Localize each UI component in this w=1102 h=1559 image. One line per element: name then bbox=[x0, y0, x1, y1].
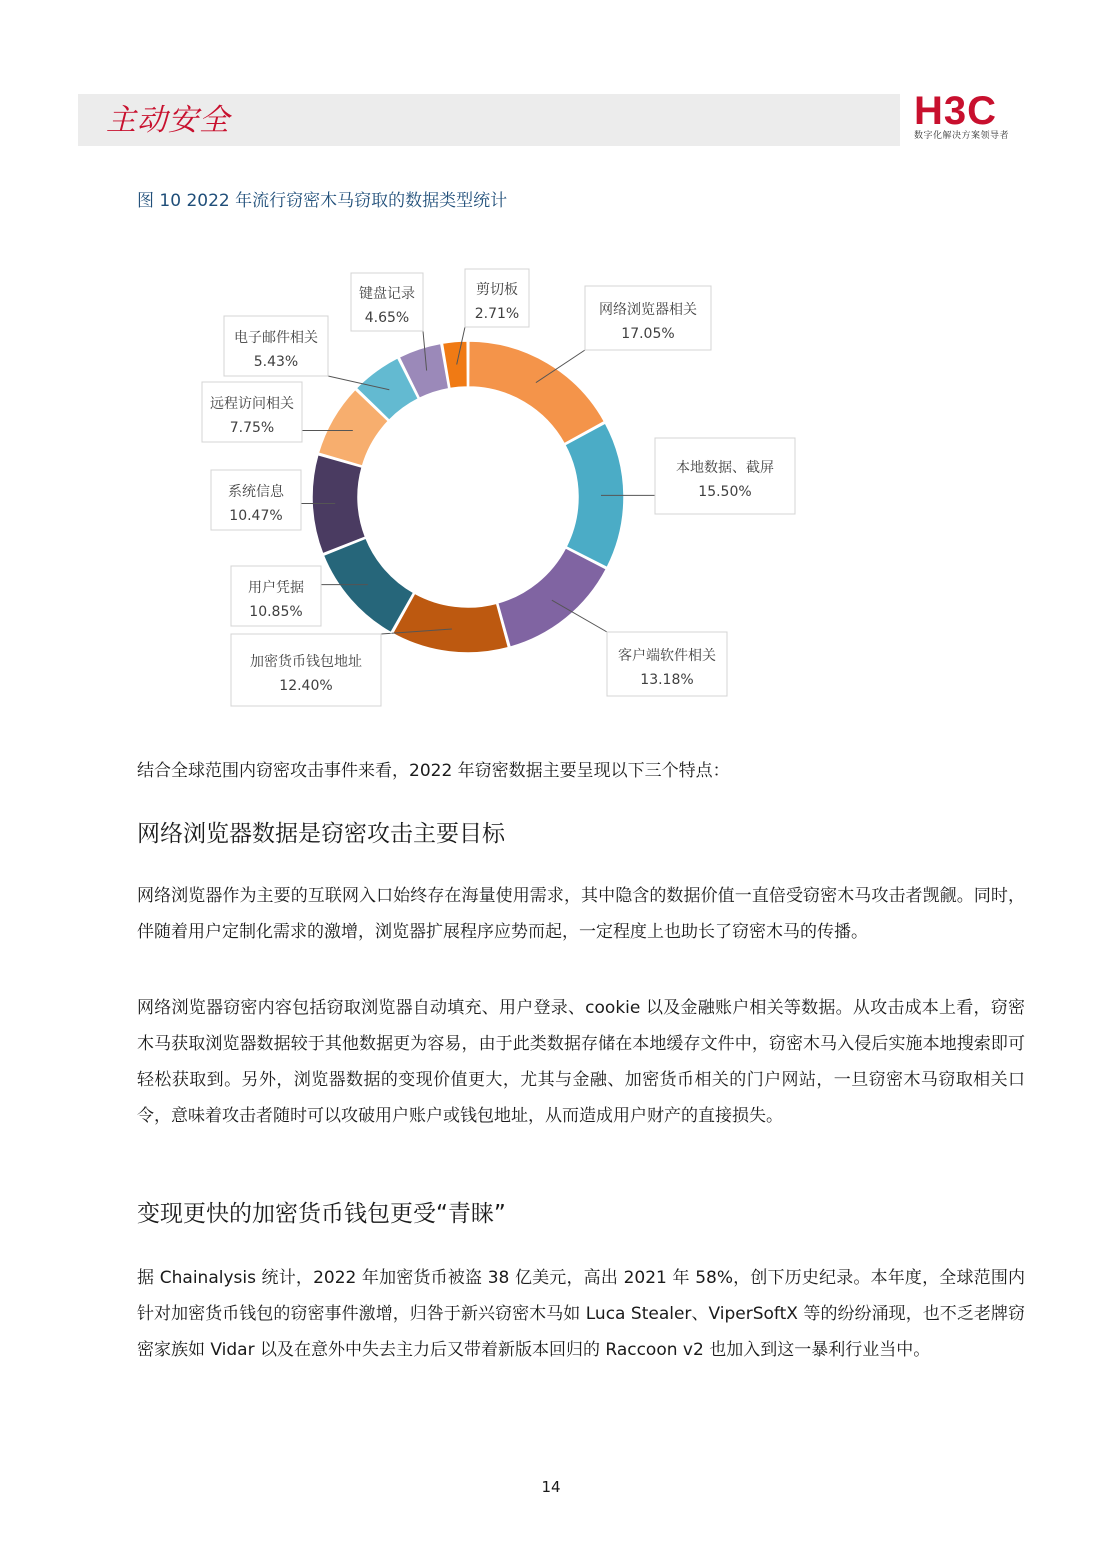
value-label: 2.71% bbox=[474, 306, 520, 322]
donut-chart bbox=[0, 240, 1102, 720]
figure-caption: 图 10 2022 年流行窃密木马窃取的数据类型统计 bbox=[137, 191, 508, 211]
section1-paragraph-2: 网络浏览器窃密内容包括窃取浏览器自动填充、用户登录、cookie 以及金融账户相关等数据。从攻击成本上看，窃密木马获取浏览器数据较于其他数据更为容易，由于此类数据存储在本地缓存文件中，窃密木马入侵后实施本地搜索即可轻松获取到。另外，浏览器数据的变现价值更大，尤其与金融、加密货币相关的门户网站，一旦窃密木马窃取相关口令，意味着攻击者随时可以攻破用户账户或钱包地址，从而造成用户财产的直接损失。 bbox=[137, 998, 1025, 1126]
category-label: 网络浏览器相关 bbox=[599, 302, 697, 318]
logo-mark: H3C bbox=[914, 89, 998, 133]
value-label: 15.50% bbox=[698, 484, 752, 500]
h3c-logo bbox=[914, 89, 1026, 143]
intro-paragraph: 结合全球范围内窃密攻击事件来看，2022 年窃密数据主要呈现以下三个特点： bbox=[137, 761, 730, 781]
value-label: 5.43% bbox=[253, 354, 299, 370]
data-label-box bbox=[655, 438, 795, 514]
value-label: 7.75% bbox=[229, 420, 275, 436]
data-label-box bbox=[231, 634, 381, 706]
category-label: 剪切板 bbox=[476, 282, 518, 298]
value-label: 12.40% bbox=[279, 678, 333, 694]
section2-heading: 变现更快的加密货币钱包更受“青睐” bbox=[137, 1201, 506, 1227]
donut-slice bbox=[312, 455, 366, 554]
section2-paragraph-1: 据 Chainalysis 统计，2022 年加密货币被盗 38 亿美元，高出 2021 年 58%，创下历史纪录。本年度，全球范围内针对加密货币钱包的窃密事件激增，归咎于新兴窃密木马如 Luca Stealer、ViperSoftX 等的纷纷涌现，也不乏老牌窃密家族如 Vidar 以及在意外中失去主力后又带着新版本回归的 Raccoon v2 也加入到这一暴利行业当中。 bbox=[137, 1268, 1025, 1360]
section1-paragraph-1: 网络浏览器作为主要的互联网入口始终存在海量使用需求，其中隐含的数据价值一直倍受窃密木马攻击者觊觎。同时，伴随着用户定制化需求的激增，浏览器扩展程序应势而起，一定程度上也助长了窃密木马的传播。 bbox=[137, 886, 1025, 942]
category-label: 电子邮件相关 bbox=[234, 330, 318, 346]
value-label: 4.65% bbox=[364, 310, 410, 326]
value-label: 17.05% bbox=[621, 326, 675, 342]
header-title: 主动安全 bbox=[106, 103, 230, 138]
category-label: 客户端软件相关 bbox=[618, 648, 716, 664]
category-label: 本地数据、截屏 bbox=[676, 460, 774, 476]
value-label: 10.47% bbox=[229, 508, 283, 524]
category-label: 加密货币钱包地址 bbox=[250, 654, 362, 670]
donut-slice bbox=[469, 341, 605, 444]
section1-heading: 网络浏览器数据是窃密攻击主要目标 bbox=[137, 821, 505, 847]
category-label: 键盘记录 bbox=[359, 286, 415, 302]
page-number: 14 bbox=[541, 1478, 561, 1496]
category-label: 远程访问相关 bbox=[210, 396, 294, 412]
value-label: 13.18% bbox=[640, 672, 694, 688]
value-label: 10.85% bbox=[249, 604, 303, 620]
category-label: 系统信息 bbox=[228, 484, 284, 500]
category-label: 用户凭据 bbox=[248, 580, 304, 596]
logo-tagline: 数字化解决方案领导者 bbox=[914, 131, 1010, 141]
donut-slice bbox=[392, 593, 508, 653]
donut-slice bbox=[498, 548, 607, 647]
